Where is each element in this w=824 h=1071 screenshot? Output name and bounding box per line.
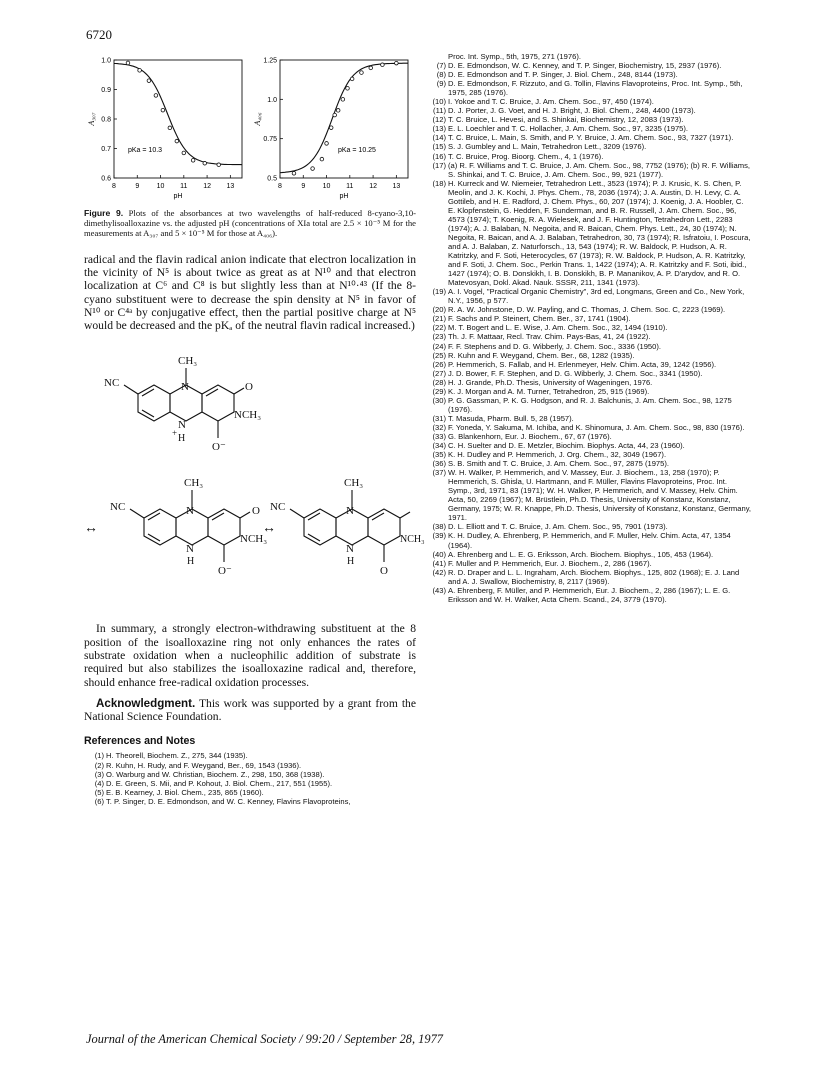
- reference-number: (13): [432, 124, 446, 134]
- reference-item: [426, 97, 752, 106]
- reference-item: [426, 106, 752, 115]
- reference-item: [426, 142, 752, 151]
- reference-text: H. Kurreck and W. Niemeier, Tetrahedron Lett., 3523 (1974); P. J. Krusic, K. S. Chen, P. Meolin, and J. K. Kochi, J. Phys. Chem., 78, 2036 (1974); J. A. Austin, D. H. Levy, C. A. Gottileb, and H. E. Radford, J. Chem. Phys., 60, 207 (1974); J. Koenig, J. A. Hoobler, C. E. Klopfenstein, G. Hedden, F. Sunderman, and B. R. Russell, J. Am. Chem. Soc., 96, 4573 (1974); T. Koenig, R. A. Wielesek, and J. F. Huntington, Tetrahedron Lett., 2283 (1974); A. J. Balaban, N. Negoita, and R. Baican, Chem. Phys. Lett., 24, 30 (1974); N. Negoita, R. Baican, and A. J. Balaban, Tetrahedron, 30, 73 (1974); R. Isfratoiu, I. Poscura, and A. J. Balaban, Z. Naturforsch., 13, 543 (1974); R. W. Baldock, P. Hudson, A. R. Katritzky, and F. Soti, Heterocycles, 67 (1973); R. W. Baldock, P. Hudson, A. R. Katritzky, and F. Soti, J. Chem. Soc., Perkin Trans. 1, 1422 (1974); A. R. Katritzky and F. Soti, ibid., 1427 (1974); O. B. Donskikh, I. B. Donskikh, B. P. Mananikov, A. P. D'arydov, and R. O. Matevosyan, Dokl. Akad. Nauk. SSSR, 211, 1341 (1973).: [448, 178, 751, 288]
- reference-item: [426, 351, 752, 360]
- reference-item: [426, 323, 752, 332]
- reference-item: [426, 70, 752, 79]
- x-tick-label: 11: [180, 183, 188, 190]
- fit-curve: [280, 63, 408, 173]
- reference-item: [426, 61, 752, 70]
- reference-number: (4): [94, 778, 104, 788]
- plus-top: +: [172, 428, 178, 439]
- reference-number: (15): [432, 142, 446, 152]
- reference-text: G. Blankenhorn, Eur. J. Biochem., 67, 67 (1976).: [448, 431, 612, 441]
- y-tick-label: 0.6: [101, 175, 111, 183]
- reference-item: [426, 378, 752, 387]
- reference-number: (10): [432, 97, 446, 107]
- paragraph-summary: In summary, a strongly electron-withdrawing substituent at the 8 position of the isoalloxazine ring not only enhances the rates of substrate oxidation when a nucleophilic addition of substrate is required but also stabilizes the isoalloxazine radical and, therefore, should enhance free-radical oxidation processes.: [84, 622, 416, 689]
- ack-text: This work was supported by a grant from the National Science Foundation.: [84, 696, 416, 724]
- reference-item: [426, 133, 752, 142]
- reference-text: H. Theorell, Biochem. Z., 275, 344 (1935).: [106, 751, 248, 761]
- reference-text: O. Warburg and W. Christian, Biochem. Z., 298, 150, 368 (1938).: [106, 769, 325, 779]
- reference-number: (41): [432, 558, 446, 568]
- left-column: [84, 52, 425, 806]
- reference-item: [426, 287, 752, 305]
- data-point: [395, 61, 399, 65]
- x-tick-label: 10: [322, 183, 331, 190]
- reference-text: I. Yokoe and T. C. Bruice, J. Am. Chem. Soc., 97, 450 (1974).: [448, 97, 654, 107]
- reference-number: (3): [94, 769, 104, 779]
- reference-text: T. P. Singer, D. E. Edmondson, and W. C. Kenney, Flavins Flavoproteins,: [106, 796, 351, 806]
- right-column: [426, 52, 752, 604]
- n-top: N: [181, 381, 189, 394]
- reference-item: [84, 751, 416, 760]
- x-tick-label: 12: [369, 183, 377, 190]
- reference-number: (16): [432, 151, 446, 161]
- reference-item: [426, 360, 752, 369]
- reference-number: (2): [94, 760, 104, 770]
- x-tick-label: 8: [112, 183, 116, 190]
- page-number: 6720: [86, 27, 112, 42]
- reference-text: A. Ehrenberg and L. E. G. Eriksson, Arch. Biochem. Biophys., 105, 453 (1964).: [448, 549, 714, 559]
- pka-annotation: pKa = 10.3: [128, 147, 163, 154]
- reference-text: E. L. Loechler and T. C. Hollacher, J. Am. Chem. Soc., 97, 3235 (1975).: [448, 124, 689, 134]
- reference-item: [426, 305, 752, 314]
- data-point: [168, 126, 172, 130]
- reference-number: (14): [432, 133, 446, 143]
- reference-text: D. J. Porter, J. G. Voet, and H. J. Bright, J. Biol. Chem., 248, 4400 (1973).: [448, 106, 696, 116]
- reference-item: [84, 788, 416, 797]
- figure-9-charts: [84, 52, 416, 202]
- data-point: [147, 79, 151, 83]
- reference-number: (34): [432, 441, 446, 451]
- reference-number: (36): [432, 459, 446, 469]
- pka-annotation: pKa = 10.25: [338, 147, 376, 154]
- nc-mid-right: NC: [270, 501, 286, 514]
- reference-item: [84, 770, 416, 779]
- reference-text: Proc. Int. Symp., 5th, 1975, 271 (1976).: [448, 52, 581, 61]
- reference-number: (28): [432, 377, 446, 387]
- reference-number: (26): [432, 359, 446, 369]
- reference-number: (12): [432, 115, 446, 125]
- y-tick-label: 0.9: [101, 87, 111, 94]
- reference-text: T. C. Bruice, L. Hevesi, and S. Shinkai, Biochemistry, 12, 2083 (1973).: [448, 115, 684, 125]
- reference-item: [426, 468, 752, 522]
- data-point: [350, 77, 354, 81]
- reference-number: (39): [432, 531, 446, 541]
- data-point: [217, 163, 221, 167]
- reference-number: (29): [432, 386, 446, 396]
- ch3-top: CH₃: [178, 355, 198, 368]
- y-tick-label: 0.7: [101, 146, 111, 153]
- structure-diagram: [84, 338, 425, 622]
- reference-text: S. J. Gumbley and L. Main, Tetrahedron Lett., 3209 (1976).: [448, 142, 647, 152]
- reference-text: D. E. Edmondson, F. Rizzuto, and G. Tollin, Flavins Flavoproteins, Proc. Int. Symp., 5th, 1975, 285 (1976).: [448, 79, 743, 98]
- reference-item: [426, 332, 752, 341]
- reference-text: F. Yoneda, Y. Sakuma, M. Ichiba, and K. Shinomura, J. Am. Chem. Soc., 98, 830 (1976).: [448, 422, 745, 432]
- y-axis-label: A₃₀₇: [87, 112, 96, 126]
- data-point: [320, 157, 324, 161]
- reference-text: K. H. Dudley and P. Hemmerich, J. Org. Chem., 32, 3049 (1967).: [448, 450, 667, 460]
- plot-frame: [114, 60, 242, 178]
- reference-text: R. A. W. Johnstone, D. W. Payling, and C. Thomas, J. Chem. Soc. C, 2223 (1969).: [448, 305, 726, 315]
- reference-number: (38): [432, 522, 446, 532]
- y-tick-label: 0.8: [101, 116, 111, 124]
- reference-text: M. T. Bogert and L. E. Wise, J. Am. Chem. Soc., 32, 1494 (1910).: [448, 323, 668, 333]
- reference-item: [426, 459, 752, 468]
- h-mid-right: H: [347, 556, 355, 568]
- reference-item: [426, 387, 752, 396]
- x-tick-label: 9: [301, 183, 306, 190]
- reference-number: (1): [94, 751, 104, 761]
- ack-heading: Acknowledgment.: [96, 696, 196, 710]
- reference-text: Th. J. F. Mattaar, Recl. Trav. Chim. Pays-Bas, 41, 24 (1922).: [448, 332, 651, 342]
- reference-item: [426, 161, 752, 179]
- y-tick-label: 1.25: [263, 57, 277, 65]
- reference-text: C. H. Suelter and D. E. Metzler, Biochim. Biophys. Acta, 44, 23 (1960).: [448, 441, 685, 451]
- x-axis-label: pH: [339, 193, 349, 200]
- reference-text: (a) R. F. Williams and T. C. Bruice, J. Am. Chem. Soc., 98, 7752 (1976); (b) R. F. Williams, S. Shinkai, and T. C. Bruice, J. Am. Chem. Soc., 99, 921 (1977).: [448, 160, 751, 179]
- reference-number: (8): [436, 70, 446, 80]
- data-point: [292, 171, 296, 175]
- data-point: [126, 61, 130, 65]
- plot-frame: [280, 60, 408, 178]
- o-mid-right: O: [380, 565, 388, 578]
- reference-item: [426, 559, 752, 568]
- reference-item: [426, 396, 752, 414]
- data-point: [175, 139, 179, 143]
- figure-caption: [84, 208, 416, 239]
- plot-a406: [250, 52, 416, 202]
- x-tick-label: 13: [392, 183, 401, 190]
- reference-text: R. D. Draper and L. L. Ingraham, Arch. Biochem. Biophys., 125, 802 (1968); E. J. Land and A. J. Swallow, Biochemistry, 8, 2117 (1969).: [448, 567, 740, 586]
- reference-text: P. G. Gassman, P. K. G. Hodgson, and R. J. Balchunis, J. Am. Chem. Soc., 98, 1275 (1976).: [448, 395, 732, 414]
- reference-item: [426, 79, 752, 97]
- journal-footer: Journal of the American Chemical Society / 99:20 / September 28, 1977: [86, 1032, 443, 1046]
- nc-top: NC: [104, 377, 120, 390]
- reference-number: (40): [432, 549, 446, 559]
- reference-text: D. E. Green, S. Mii, and P. Kohout, J. Biol. Chem., 217, 551 (1955).: [106, 778, 333, 788]
- reference-number: (24): [432, 341, 446, 351]
- reference-item: [84, 779, 416, 788]
- paragraph-acknowledgment: [84, 697, 416, 724]
- reference-text: K. H. Dudley, A. Ehrenberg, P. Hemmerich, and F. Muller, Helv. Chim. Acta, 47, 1354 (1964).: [448, 531, 731, 550]
- reference-text: R. Kuhn, H. Rudy, and F. Weygand, Ber., 69, 1543 (1936).: [106, 760, 302, 770]
- reference-text: D. E. Edmondson and T. P. Singer, J. Biol. Chem., 248, 8144 (1973).: [448, 70, 678, 80]
- reference-item: [84, 761, 416, 770]
- n-mid-right-2: N: [346, 543, 354, 556]
- reference-number: (35): [432, 450, 446, 460]
- reference-number: (27): [432, 368, 446, 378]
- ominus-top: O⁻: [212, 441, 226, 454]
- figure-caption-text: Plots of the absorbances at two wavelengths of half-reduced 8-cyano-3,10-dimethylisoalloxazine vs. the adjusted pH (concentrations of XIa total are 2.5 × 10⁻⁵ M for the measurements at A₃₀₇ and 5 × 10⁻⁵ M for those at A₄₀₆).: [84, 208, 416, 239]
- data-point: [346, 87, 350, 91]
- reference-text: F. F. Stephens and D. G. Wibberly, J. Chem. Soc., 3336 (1950).: [448, 341, 662, 351]
- reference-item: [426, 124, 752, 133]
- data-point: [333, 113, 337, 117]
- reference-number: (32): [432, 422, 446, 432]
- y-tick-label: 0.5: [267, 175, 277, 183]
- reference-item: [426, 568, 752, 586]
- data-point: [154, 94, 158, 98]
- data-point: [369, 66, 373, 70]
- figure-label: Figure 9.: [84, 208, 124, 218]
- reference-item: [426, 450, 752, 459]
- reference-text: F. Muller and P. Hemmerich, Eur. J. Biochem., 2, 286 (1967).: [448, 558, 652, 568]
- reference-number: (11): [433, 106, 446, 116]
- reference-text: P. Hemmerich, S. Fallab, and H. Erlenmeyer, Helv. Chim. Acta, 39, 1242 (1956).: [448, 359, 717, 369]
- data-point: [360, 71, 364, 75]
- ch3-mid-right: CH₃: [344, 477, 364, 490]
- x-tick-label: 12: [203, 183, 211, 190]
- reference-number: (30): [432, 395, 446, 405]
- y-axis-label: A₄₀₆: [253, 112, 262, 126]
- nch3-top: NCH₃: [234, 409, 262, 422]
- data-point: [191, 159, 195, 163]
- data-point: [311, 167, 315, 171]
- x-tick-label: 9: [135, 183, 140, 190]
- reference-number: (43): [432, 585, 446, 595]
- reference-item: [426, 314, 752, 323]
- data-point: [336, 109, 340, 113]
- reference-item: [426, 531, 752, 549]
- reference-text: W. H. Walker, P. Hemmerich, and V. Massey, Eur. J. Biochem., 13, 258 (1970); P. Hemmerich, S. Ghisla, U. Hartmann, and F. Müller, Flavins Flavoproteins, Proc. Int. Symp., 3rd, 1971, 83 (1971); W. H. Walker, P. Hemmerich, and V. Massey, Helv. Chim. Acta, 50, 2269 (1967); M. Brüstlein, Ph.D. Thesis, University of Konstanz, Konstanz, Germany, 1975; W. R. Knappe, Ph.D. Thesis, University of Konstanz, Konstanz, Germany, 1971.: [448, 468, 752, 523]
- body-text: [84, 253, 416, 333]
- reference-number: (19): [432, 287, 446, 297]
- reference-number: (9): [436, 79, 446, 89]
- data-point: [381, 63, 385, 67]
- reference-number: (42): [432, 567, 446, 577]
- reference-text: H. J. Grande, Ph.D. Thesis, University of Wageningen, 1976.: [448, 377, 653, 387]
- plot-a307: [84, 52, 250, 202]
- n-mid-right: N: [346, 505, 354, 518]
- references-right: [426, 52, 752, 604]
- data-point: [329, 126, 333, 130]
- reference-text: E. B. Kearney, J. Biol. Chem., 235, 865 (1960).: [106, 787, 264, 797]
- data-point: [203, 161, 207, 165]
- arrow-mid: ↔: [262, 521, 276, 537]
- references-left: [84, 751, 416, 805]
- x-tick-label: 13: [226, 183, 235, 190]
- reference-text: T. C. Bruice, Prog. Bioorg. Chem., 4, 1 (1976).: [448, 151, 604, 161]
- summary-text: [84, 622, 416, 723]
- reference-text: K. J. Morgan and A. M. Turner, Tetrahedron, 25, 915 (1969).: [448, 386, 650, 396]
- n-mid-left-2: N: [186, 543, 194, 556]
- reference-text: A. I. Vogel, "Practical Organic Chemistry", 3rd ed, Longmans, Green and Co., New York, N.Y., 1956, p 577.: [448, 287, 745, 306]
- x-tick-label: 10: [156, 183, 165, 190]
- reference-number: (31): [432, 413, 446, 423]
- reference-item: [84, 797, 416, 806]
- reference-item: [426, 342, 752, 351]
- reference-number: (37): [432, 468, 446, 478]
- reference-number: (22): [432, 323, 446, 333]
- reference-number: (33): [432, 431, 446, 441]
- reference-text: A. Ehrenberg, F. Müller, and P. Hemmerich, Eur. J. Biochem., 2, 286 (1967); L. E. G. Eriksson and W. H. Walker, Acta Chem. Scand., 24, 3779 (1970).: [448, 585, 731, 604]
- reference-text: S. B. Smith and T. C. Bruice, J. Am. Chem. Soc., 97, 2875 (1975).: [448, 459, 670, 469]
- reference-item: [426, 550, 752, 559]
- data-point: [161, 108, 165, 112]
- reference-item: [426, 52, 752, 61]
- reference-item: [426, 179, 752, 288]
- reference-item: [426, 432, 752, 441]
- reference-number: (7): [436, 61, 446, 71]
- h-top: H: [178, 433, 186, 445]
- nc-mid-left: NC: [110, 501, 126, 514]
- reference-number: (20): [432, 305, 446, 315]
- reference-item: [426, 152, 752, 161]
- reference-number: (21): [432, 314, 446, 324]
- x-tick-label: 11: [346, 183, 354, 190]
- reference-text: J. D. Bower, F. F. Stephen, and D. G. Wibberly, J. Chem. Soc., 3341 (1950).: [448, 368, 703, 378]
- x-axis-label: pH: [173, 193, 183, 200]
- data-point: [182, 151, 186, 155]
- nch3-mid-right: NCH₃: [400, 534, 425, 546]
- reference-item: [426, 414, 752, 423]
- reference-number: (18): [432, 178, 446, 188]
- data-point: [325, 142, 329, 146]
- reference-number: (25): [432, 350, 446, 360]
- reference-item: [426, 115, 752, 124]
- y-tick-label: 1.0: [101, 57, 111, 65]
- h-mid-left: H: [187, 556, 195, 568]
- reference-text: T. Masuda, Pharm. Bull. 5, 28 (1957).: [448, 413, 574, 423]
- x-tick-label: 8: [278, 183, 282, 190]
- data-point: [341, 98, 345, 102]
- data-point: [138, 69, 142, 73]
- ch3-mid-left: CH₃: [184, 477, 204, 490]
- y-tick-label: 0.75: [263, 136, 277, 144]
- reference-number: (23): [432, 332, 446, 342]
- o-mid-left: O: [252, 505, 260, 518]
- reference-item: [426, 586, 752, 604]
- reference-item: [426, 423, 752, 432]
- arrow-left: ↔: [84, 521, 98, 537]
- paragraph-radical: radical and the flavin radical anion indicate that electron localization in the vicinity of N⁵ is about twice as great as at N¹⁰ and that electron localization at C⁶ and C⁸ is but slightly less than at N¹⁰·⁴³ (If the 8-cyano substituent were to decrease the spin density at N⁵ in favor of N¹⁰ or C⁴ᵃ by conjugative effect, then the partial positive charge at N⁵ would be decreased and the pKₐ of the neutral flavin radical increased.): [84, 252, 416, 333]
- resonance-structures: [84, 338, 425, 622]
- reference-text: R. Kuhn and F. Weygand, Chem. Ber., 68, 1282 (1935).: [448, 350, 635, 360]
- reference-item: [426, 441, 752, 450]
- nch3-mid-left: NCH₃: [240, 533, 268, 546]
- n-top-2: N: [178, 419, 186, 432]
- reference-text: F. Sachs and P. Steinert, Chem. Ber., 37, 1741 (1904).: [448, 314, 631, 324]
- ominus-mid-left: O⁻: [218, 565, 232, 578]
- y-tick-label: 1.0: [267, 96, 277, 104]
- reference-number: (5): [94, 787, 104, 797]
- o-top: O: [245, 381, 253, 394]
- reference-number: (17): [432, 160, 446, 170]
- reference-item: [426, 522, 752, 531]
- reference-text: D. E. Edmondson, W. C. Kenney, and T. P. Singer, Biochemistry, 15, 2937 (1976).: [448, 61, 722, 71]
- n-mid-left: N: [186, 505, 194, 518]
- reference-text: D. L. Elliott and T. C. Bruice, J. Am. Chem. Soc., 95, 7901 (1973).: [448, 522, 668, 532]
- reference-item: [426, 369, 752, 378]
- reference-text: T. C. Bruice, L. Main, S. Smith, and P. Y. Bruice, J. Am. Chem. Soc., 93, 7327 (1971).: [448, 133, 734, 143]
- references-heading: References and Notes: [84, 735, 196, 748]
- reference-number: (6): [94, 796, 104, 806]
